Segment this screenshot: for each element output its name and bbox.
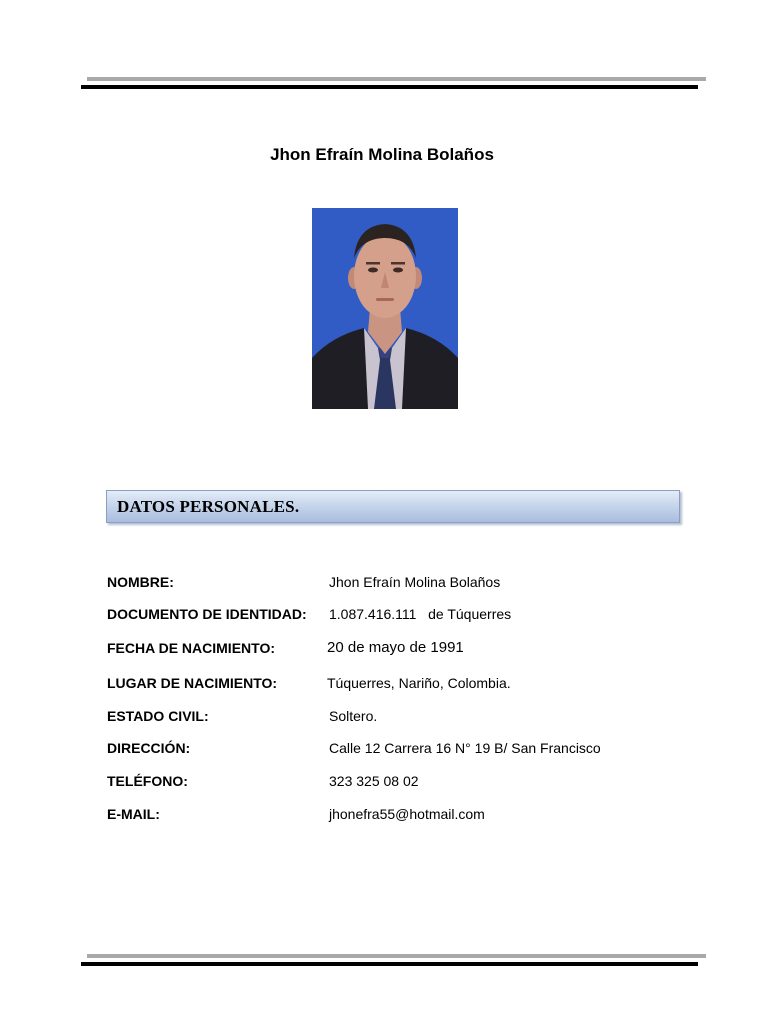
email-value: jhonefra55@hotmail.com — [329, 806, 485, 822]
info-row-email — [0, 806, 768, 826]
info-row-nombre — [0, 574, 768, 594]
direccion-label: DIRECCIÓN: — [107, 740, 191, 756]
info-row-lugar-nacimiento — [0, 675, 768, 695]
section-title: DATOS PERSONALES. — [117, 497, 300, 516]
lugar-nacimiento-label: LUGAR DE NACIMIENTO: — [107, 675, 278, 691]
direccion-value: Calle 12 Carrera 16 N° 19 B/ San Francisco — [329, 740, 601, 756]
bottom-gray-rule — [87, 954, 706, 958]
estado-civil-label: ESTADO CIVIL: — [107, 708, 209, 724]
documento-label: DOCUMENTO DE IDENTIDAD: — [107, 606, 307, 622]
lugar-nacimiento-value: Túquerres, Nariño, Colombia. — [327, 675, 511, 691]
nombre-label: NOMBRE: — [107, 574, 174, 590]
info-row-fecha-nacimiento — [0, 640, 768, 660]
telefono-value: 323 325 08 02 — [329, 773, 419, 789]
document-name-heading: Jhon Efraín Molina Bolaños — [270, 145, 494, 164]
info-row-documento — [0, 606, 768, 626]
info-row-estado-civil — [0, 708, 768, 728]
telefono-label: TELÉFONO: — [107, 773, 188, 789]
estado-civil-value: Soltero. — [329, 708, 378, 724]
info-row-telefono — [0, 773, 768, 793]
nombre-value: Jhon Efraín Molina Bolaños — [329, 574, 501, 590]
top-black-rule — [81, 85, 698, 89]
portrait-photo — [312, 208, 458, 409]
email-label: E-MAIL: — [107, 806, 160, 822]
datos-personales-header — [106, 490, 680, 523]
fecha-nacimiento-value: 20 de mayo de 1991 — [327, 639, 464, 656]
bottom-black-rule — [81, 962, 698, 966]
documento-value: 1.087.416.111 de Túquerres — [329, 606, 512, 622]
fecha-nacimiento-label: FECHA DE NACIMIENTO: — [107, 640, 275, 656]
top-gray-rule — [87, 77, 706, 81]
info-row-direccion — [0, 740, 768, 760]
